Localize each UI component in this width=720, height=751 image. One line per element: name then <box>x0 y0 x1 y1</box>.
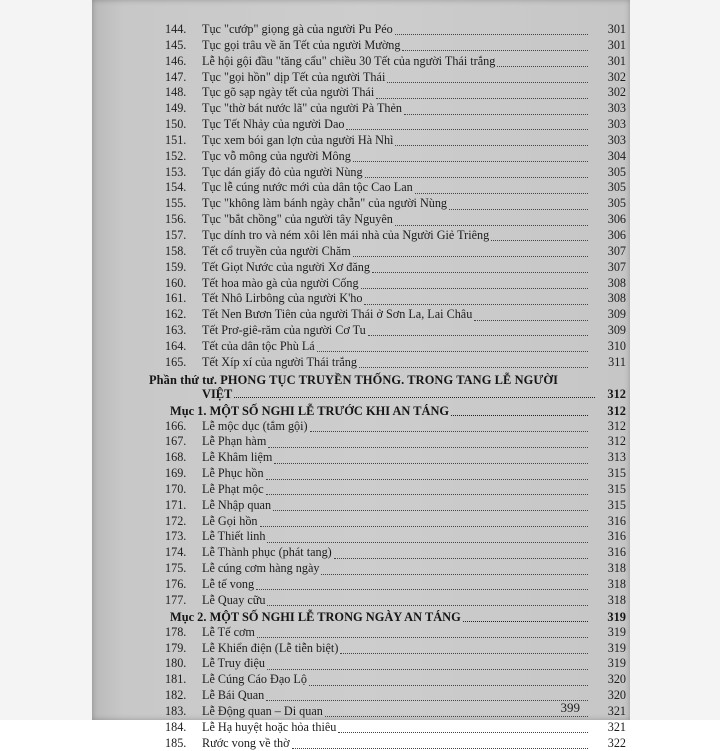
section-heading-1-page: 312 <box>607 403 626 418</box>
toc-entry <box>92 434 630 450</box>
dot-leader <box>463 611 588 622</box>
toc-entry-title-wrap <box>202 466 588 482</box>
toc-entry-title-wrap <box>202 736 588 751</box>
toc-entry-number: 176. <box>165 577 187 591</box>
toc-entry-title-wrap <box>202 101 588 117</box>
toc-entry-number: 148. <box>165 85 187 100</box>
toc-entry-title: Tết Nhô Lirbông của người K'ho <box>202 291 363 306</box>
toc-entry <box>92 307 630 323</box>
section-heading-2-page: 319 <box>607 609 626 624</box>
toc-entry-number: 170. <box>165 481 187 496</box>
toc-entry-title: Tục dán giấy đỏ của người Nùng <box>202 164 363 179</box>
toc-entry-title-wrap <box>202 117 588 133</box>
toc-entry-number: 180. <box>165 656 187 671</box>
toc-entry-number: 175. <box>165 561 187 576</box>
toc-entry-title: Tục xem bói gan lợn của người Hà Nhì <box>202 132 394 147</box>
toc-entry-number: 158. <box>165 243 187 258</box>
toc-entry-number: 182. <box>165 688 187 703</box>
section-heading-1-title: Mục 1. MỘT SỐ NGHI LỄ TRƯỚC KHI AN TÁNG <box>170 403 450 418</box>
dot-leader <box>415 183 588 194</box>
toc-entry-title-wrap <box>202 577 588 593</box>
dot-leader <box>361 278 588 289</box>
dot-leader <box>395 24 588 35</box>
toc-entry-title: Lễ hội gội đầu "tăng cẩu" chiều 30 Tết của người Thái trắng <box>202 53 496 68</box>
dot-leader <box>310 421 588 432</box>
toc-entry-title-wrap <box>202 307 588 323</box>
part-heading-page: 312 <box>607 386 626 401</box>
toc-entry-title: Lễ Phạn hàm <box>202 434 267 449</box>
toc-entry-number: 161. <box>165 291 187 306</box>
dot-leader <box>325 706 588 717</box>
toc-entry-title: Tục lễ cúng nước mới của dân tộc Cao Lan <box>202 180 413 195</box>
dot-leader <box>365 167 588 178</box>
toc-entry <box>92 561 630 577</box>
part-heading-line1: Phần thứ tư. PHONG TỤC TRUYỀN THỐNG. TRONG TANG LỄ NGƯỜI <box>149 372 559 387</box>
dot-leader <box>359 357 588 368</box>
dot-leader <box>395 215 588 226</box>
toc-entry-title: Lễ Thành phục (phát tang) <box>202 545 332 560</box>
toc-entry-title: Lễ mộc dục (tắm gội) <box>202 418 308 433</box>
toc-entry <box>92 260 630 276</box>
toc-entry-page: 321 <box>607 703 626 718</box>
dot-leader <box>497 56 588 67</box>
toc-entry-title: Tết Prơ-giê-răm của người Cơ Tu <box>202 323 366 338</box>
toc-entry-number: 153. <box>165 164 187 179</box>
dot-leader <box>340 643 588 654</box>
toc-entry-number: 157. <box>165 227 187 242</box>
dot-leader <box>292 738 588 749</box>
toc-entry-title: Lễ tế vong <box>202 577 255 591</box>
toc-entry-page: 307 <box>607 259 626 274</box>
book-page <box>92 0 630 750</box>
toc-entry-title-wrap <box>202 85 588 101</box>
toc-entry <box>92 704 630 720</box>
toc-entry-title: Lễ Khâm liệm <box>202 450 273 465</box>
toc-entry-page: 307 <box>607 243 626 258</box>
toc-entry-title-wrap <box>202 625 588 641</box>
dot-leader <box>273 500 588 511</box>
dot-leader <box>364 294 588 305</box>
entries-group-a <box>92 22 630 371</box>
dot-leader <box>266 469 588 480</box>
toc-entry <box>92 323 630 339</box>
dot-leader <box>266 690 588 701</box>
toc-entry-title: Lễ Nhập quan <box>202 497 272 512</box>
dot-leader <box>257 627 588 638</box>
toc-entry-number: 146. <box>165 53 187 68</box>
toc-entry-page: 303 <box>607 132 626 147</box>
toc-entry-title-wrap <box>202 514 588 530</box>
dot-leader <box>338 722 588 733</box>
toc-entry <box>92 466 630 482</box>
section-heading-2-wrap <box>170 609 588 625</box>
toc-entry-number: 159. <box>165 259 187 274</box>
part-heading-line2-wrap <box>202 387 595 402</box>
toc-entry-page: 311 <box>608 354 626 369</box>
toc-entry <box>92 498 630 514</box>
toc-entry-title: Lễ Cúng Cáo Đạo Lộ <box>202 672 307 687</box>
dot-leader <box>449 199 588 210</box>
toc-entry-page: 321 <box>607 719 626 734</box>
toc-entry-number: 155. <box>165 196 187 211</box>
toc-entry-page: 303 <box>607 101 626 116</box>
toc-entry-page: 305 <box>607 180 626 195</box>
toc-entry-page: 302 <box>607 69 626 84</box>
dot-leader <box>395 135 588 146</box>
toc-entry-page: 302 <box>607 85 626 100</box>
dot-leader <box>334 548 588 559</box>
toc-entry-number: 152. <box>165 148 187 163</box>
toc-entry <box>92 577 630 593</box>
toc-entry-title-wrap <box>202 276 588 292</box>
toc-entry <box>92 736 630 751</box>
toc-entry-title: Lễ Tế cơm <box>202 624 255 639</box>
toc-entry-number: 156. <box>165 212 187 227</box>
toc-entry-page: 309 <box>607 307 626 322</box>
part-heading-line2: VIỆT <box>202 386 233 401</box>
toc-entry-number: 168. <box>165 450 187 465</box>
toc-entry-title-wrap <box>202 704 588 720</box>
dot-leader <box>491 230 588 241</box>
toc-entry-title-wrap <box>202 688 588 704</box>
toc-entry-title: Lễ Phạt mộc <box>202 481 264 496</box>
toc-entry-page: 305 <box>607 196 626 211</box>
toc-entry-title: Tục gõ sạp ngày tết của người Thái <box>202 85 375 100</box>
toc-entry-title: Lễ Phục hồn <box>202 466 264 481</box>
toc-entry-page: 312 <box>607 434 626 449</box>
toc-entry-page: 304 <box>607 148 626 163</box>
toc-entry-title-wrap <box>202 133 588 149</box>
toc-entry-page: 318 <box>607 592 626 607</box>
toc-entry-title-wrap <box>202 545 588 561</box>
toc-entry <box>92 656 630 672</box>
toc-entry-title: Lễ Bái Quan <box>202 688 265 703</box>
toc-entry-page: 310 <box>607 338 626 353</box>
toc-entry-number: 162. <box>165 307 187 322</box>
toc-entry-number: 181. <box>165 672 187 687</box>
toc-entry <box>92 339 630 355</box>
toc-entry <box>92 228 630 244</box>
dot-leader <box>346 119 588 130</box>
toc-entry <box>92 450 630 466</box>
toc-entry-page: 303 <box>607 117 626 132</box>
toc-entry <box>92 276 630 292</box>
toc-entry <box>92 70 630 86</box>
toc-entry-page: 308 <box>607 291 626 306</box>
part-heading <box>92 371 630 403</box>
toc-entry <box>92 101 630 117</box>
toc-entry-title-wrap <box>202 180 588 196</box>
toc-entry-title-wrap <box>202 244 588 260</box>
toc-entry-title: Lễ Quay cữu <box>202 592 266 607</box>
toc-entry-title: Tục "không làm bánh ngày chẵn" của người Nùng <box>202 196 448 211</box>
toc-entry-page: 320 <box>607 672 626 687</box>
toc-entry-title-wrap <box>202 355 588 371</box>
toc-entry-page: 320 <box>607 688 626 703</box>
dot-leader <box>256 579 588 590</box>
toc-entry-title-wrap <box>202 641 588 657</box>
toc-entry-title: Tết cổ truyền của người Chăm <box>202 243 351 258</box>
toc-entry <box>92 625 630 641</box>
toc-entry <box>92 244 630 260</box>
dot-leader <box>317 341 588 352</box>
toc-entry-title: Lễ cúng cơm hàng ngày <box>202 561 320 576</box>
toc-entry-title: Tết hoa mào gà của người Cống <box>202 275 359 290</box>
toc-entry-number: 151. <box>165 132 187 147</box>
toc-entry-page: 322 <box>607 735 626 750</box>
dot-leader <box>234 387 595 398</box>
dot-leader <box>353 246 588 257</box>
toc-entry-title: Lễ Truy điệu <box>202 656 265 671</box>
dot-leader <box>451 405 588 416</box>
toc-entry-title: Tục Tết Nhảy của người Dao <box>202 117 345 132</box>
dot-leader <box>309 675 588 686</box>
toc-entry-number: 183. <box>165 703 187 718</box>
toc-entry-title-wrap <box>202 291 588 307</box>
page-number: 399 <box>560 700 580 715</box>
toc-entry-title: Tục "thờ bát nước lã" của người Pà Thẻn <box>202 101 402 116</box>
toc-entry <box>92 38 630 54</box>
section-heading-1 <box>92 403 630 419</box>
toc-entry <box>92 482 630 498</box>
toc-entry <box>92 133 630 149</box>
toc-entry-number: 145. <box>165 37 187 52</box>
toc-entry-title-wrap <box>202 529 588 545</box>
toc-entry-page: 315 <box>607 497 626 512</box>
toc-entry-page: 316 <box>607 529 626 544</box>
toc-entry-title-wrap <box>202 212 588 228</box>
toc-entry-title-wrap <box>202 149 588 165</box>
toc-entry <box>92 419 630 435</box>
toc-entry-title-wrap <box>202 720 588 736</box>
toc-entry-title: Tết của dân tộc Phù Lá <box>202 338 315 353</box>
toc-entry-title-wrap <box>202 196 588 212</box>
toc-entry-page: 319 <box>607 640 626 655</box>
toc-entry-title: Tục "bắt chồng" của người tây Nguyên <box>202 212 393 227</box>
toc-entry-number: 144. <box>165 22 187 36</box>
toc-entry-title-wrap <box>202 434 588 450</box>
toc-entry-page: 301 <box>607 22 626 36</box>
toc-entry <box>92 514 630 530</box>
toc-entry-number: 154. <box>165 180 187 195</box>
toc-entry-page: 306 <box>607 212 626 227</box>
toc-entry-title-wrap <box>202 450 588 466</box>
dot-leader <box>260 516 588 527</box>
toc-entry-number: 160. <box>165 275 187 290</box>
toc-entry-page: 316 <box>607 513 626 528</box>
dot-leader <box>267 595 588 606</box>
toc-entry-page: 301 <box>607 53 626 68</box>
toc-entry-title-wrap <box>202 323 588 339</box>
toc-entry-title-wrap <box>202 419 588 435</box>
toc-entry-number: 167. <box>165 434 187 449</box>
toc-entry-title: Tục gọi trâu về ăn Tết của người Mường <box>202 37 401 52</box>
dot-leader <box>368 325 588 336</box>
toc-entry-number: 171. <box>165 497 187 512</box>
section-heading-2 <box>92 609 630 625</box>
toc-entry-title: Lễ Hạ huyệt hoặc hỏa thiêu <box>202 719 337 734</box>
toc-entry-title: Tết Xíp xí của người Thái trắng <box>202 354 357 369</box>
toc-entry-page: 318 <box>607 577 626 591</box>
toc-entry <box>92 720 630 736</box>
toc-entry <box>92 85 630 101</box>
dot-leader <box>274 453 588 464</box>
toc-entry-title: Lễ Khiển điện (Lễ tiễn biệt) <box>202 640 339 655</box>
toc-entry-number: 177. <box>165 592 187 607</box>
section-heading-1-wrap <box>170 403 588 419</box>
toc-entry <box>92 688 630 704</box>
toc-entry <box>92 672 630 688</box>
toc-entry-title: Tục vỗ mông của người Mông <box>202 148 351 163</box>
dot-leader <box>372 262 588 273</box>
dot-leader <box>404 104 588 115</box>
toc-entry <box>92 180 630 196</box>
toc-entry-number: 149. <box>165 101 187 116</box>
dot-leader <box>474 310 588 321</box>
toc-entry-title: Tết Nen Bươn Tiên của người Thái ở Sơn La, Lai Châu <box>202 307 473 322</box>
toc-entry-number: 166. <box>165 418 187 433</box>
toc-entry <box>92 545 630 561</box>
toc-entry <box>92 593 630 609</box>
toc-entry-page: 316 <box>607 545 626 560</box>
toc-entry-number: 185. <box>165 735 187 750</box>
toc-entry-page: 319 <box>607 656 626 671</box>
toc-entry-title-wrap <box>202 70 588 86</box>
toc-entry-title: Lễ Động quan – Di quan <box>202 703 323 718</box>
toc-entry-page: 309 <box>607 323 626 338</box>
dot-leader <box>268 437 588 448</box>
toc-entry-page: 306 <box>607 227 626 242</box>
toc-entry-page: 318 <box>607 561 626 576</box>
toc-entry <box>92 196 630 212</box>
toc-entry <box>92 212 630 228</box>
toc-entry-title: Lễ Gọi hồn <box>202 513 258 528</box>
toc-entry-page: 313 <box>607 450 626 465</box>
toc-entry-title: Tục "gọi hồn" dịp Tết của người Thái <box>202 69 386 84</box>
dot-leader <box>267 532 588 543</box>
dot-leader <box>376 88 588 99</box>
toc-entry-page: 315 <box>607 481 626 496</box>
toc-entry-title-wrap <box>202 482 588 498</box>
toc-entry-title-wrap <box>202 339 588 355</box>
toc-entry-title: Lễ Thiết linh <box>202 529 266 544</box>
toc-entry-number: 147. <box>165 69 187 84</box>
toc-entry-title-wrap <box>202 260 588 276</box>
toc-entry <box>92 355 630 371</box>
toc-entry-page: 315 <box>607 466 626 481</box>
toc-entry-page: 312 <box>607 418 626 433</box>
toc-entry-number: 150. <box>165 117 187 132</box>
toc-entry-title: Tục "cướp" giọng gà của người Pu Péo <box>202 22 393 36</box>
dot-leader <box>266 484 588 495</box>
toc-entry-number: 179. <box>165 640 187 655</box>
toc-entry-title-wrap <box>202 22 588 38</box>
toc-entry-number: 174. <box>165 545 187 560</box>
dot-leader <box>353 151 588 162</box>
toc-entry-number: 184. <box>165 719 187 734</box>
toc-entry-number: 178. <box>165 624 187 639</box>
toc-entry <box>92 54 630 70</box>
dot-leader <box>387 72 588 83</box>
toc-entry <box>92 149 630 165</box>
toc-entry <box>92 641 630 657</box>
toc-entry-title-wrap <box>202 54 588 70</box>
toc-entry-title-wrap <box>202 672 588 688</box>
toc-entry-title: Tết Giọt Nước của người Xơ đăng <box>202 259 370 274</box>
toc-entry-title: Rước vong về thờ <box>202 735 290 750</box>
toc-entry-number: 165. <box>165 354 187 369</box>
table-of-contents <box>92 22 630 751</box>
toc-entry-title-wrap <box>202 593 588 609</box>
toc-entry <box>92 165 630 181</box>
toc-entry-number: 163. <box>165 323 187 338</box>
toc-entry-number: 164. <box>165 338 187 353</box>
toc-entry-number: 169. <box>165 466 187 481</box>
toc-entry <box>92 117 630 133</box>
toc-entry-page: 301 <box>607 37 626 52</box>
dot-leader <box>321 564 588 575</box>
toc-entry-page: 308 <box>607 275 626 290</box>
toc-entry <box>92 291 630 307</box>
toc-entry-title-wrap <box>202 228 588 244</box>
toc-entry-number: 173. <box>165 529 187 544</box>
toc-entry-page: 305 <box>607 164 626 179</box>
toc-entry <box>92 529 630 545</box>
toc-entry-title-wrap <box>202 561 588 577</box>
dot-leader <box>267 659 588 670</box>
dot-leader <box>402 40 588 51</box>
section-heading-2-title: Mục 2. MỘT SỐ NGHI LỄ TRONG NGÀY AN TÁNG <box>170 609 461 624</box>
toc-entry-number: 172. <box>165 513 187 528</box>
toc-entry-title-wrap <box>202 165 588 181</box>
toc-entry <box>92 22 630 38</box>
toc-entry-title-wrap <box>202 656 588 672</box>
toc-entry-title: Tục dính tro và ném xôi lên mái nhà của Người Giẻ Triêng <box>202 227 490 242</box>
entries-group-b <box>92 419 630 609</box>
toc-entry-title-wrap <box>202 38 588 54</box>
toc-entry-page: 319 <box>607 624 626 639</box>
toc-entry-title-wrap <box>202 498 588 514</box>
entries-group-c <box>92 625 630 751</box>
